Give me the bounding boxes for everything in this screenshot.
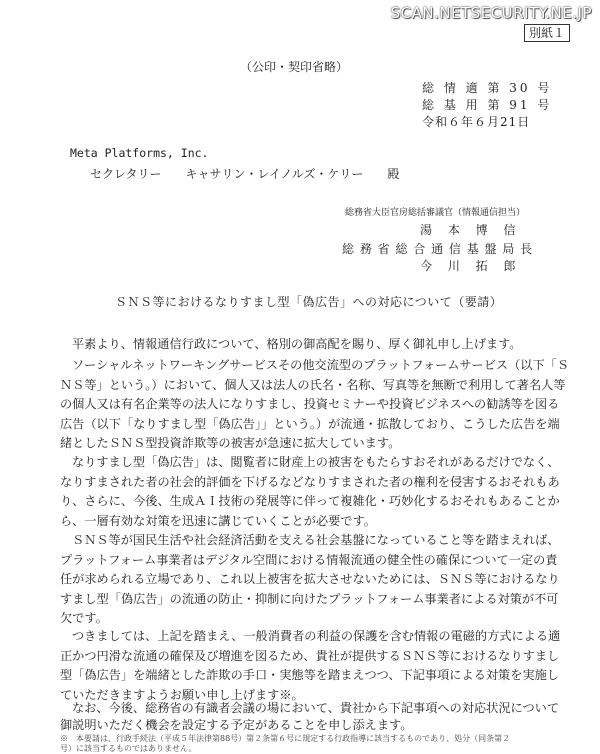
paragraph-line: プラットフォーム事業者はデジタル空間における情報流通の健全性の確保について一定の責	[60, 552, 558, 567]
sender-name-1: 湯 本 博 信	[420, 223, 522, 237]
sender-name-2: 今 川 拓 郎	[420, 259, 522, 273]
paragraph-line: ＳＮＳ等が国民生活や社会経済活動を支える社会基盤になっていること等を踏まえれば、	[72, 533, 560, 547]
paragraph-5	[60, 627, 560, 705]
paragraph-line: ら、一層有効な対策を迅速に講じていくことが必要です。	[60, 513, 376, 528]
paragraph-line: ＮＳ等」という。）において、個人又は法人の氏名・名称、写真等を無断で利用して著名人等	[60, 377, 566, 392]
paragraph-line: なりすまされた者の社会的評価を下げるなどなりすまされた者の権利を侵害するおそれもあ	[60, 474, 560, 489]
paragraph-6	[60, 700, 559, 734]
paragraph-line: り、さらに、今後、生成ＡＩ技術の発展等に伴って複雑化・巧妙化するおそれもあることか	[60, 494, 560, 508]
paragraph-line: すまし型「偽広告」の流通の防止・抑制に向けたプラットフォーム事業者による対策が不可	[60, 591, 559, 606]
sender-title-2: 総 務 省 総 合 通 信 基 盤 局 長	[342, 242, 534, 256]
paragraph-line: 御説明いただく機会を設定する予定があることを申し添えます。	[60, 718, 413, 732]
paragraph-3	[60, 453, 560, 531]
paragraph-line: 欠です。	[60, 611, 108, 625]
paragraph-line: 型「偽広告」を端緒とした詐欺の手口・実態等を踏まえつつ、下記事項による対策を実施し	[60, 668, 559, 682]
seal-omitted-note: （公印・契印省略）	[240, 60, 349, 74]
watermark-text: SCAN.NETSECURITY.NE.JP	[390, 4, 592, 22]
paragraph-line: 平素より、情報通信行政について、格別の御高配を賜り、厚く御礼申し上げます。	[72, 337, 522, 351]
document-title: ＳＮＳ等におけるなりすまし型「偽広告」への対応について（要請）	[115, 295, 503, 309]
document-number-1: 総 情 適 第 30 号	[422, 81, 553, 95]
paragraph-line: 任が求められる立場であり、これ以上被害を拡大させないためには、ＳＮＳ等におけるなり	[60, 572, 560, 586]
document-number-2: 総 基 用 第 91 号	[422, 98, 553, 112]
paragraph-line: ソーシャルネットワーキングサービスその他交流型のプラットフォームサービス（以下「Ｓ	[72, 358, 570, 372]
paragraph-line: つきましては、上記を踏まえ、一般消費者の利益の保護を含む情報の電磁的方式による適	[72, 629, 561, 643]
paragraph-4	[60, 531, 560, 629]
paragraph-line: の個人又は有名企業等の法人になりすまし、投資セミナーや投資ビジネスへの勧誘等を図る	[60, 397, 560, 411]
footnote	[60, 734, 510, 754]
paragraph-line: 広告（以下「なりすまし型「偽広告」」という。）が流通・拡散しており、こうした広告を端	[60, 416, 560, 431]
footnote-line: 号）に該当するものではありません。	[60, 744, 197, 753]
document-numbers	[422, 80, 552, 131]
footnote-line: ※ 本要請は、行政手続法（平成５年法律第88号）第２条第６号に規定する行政指導に該当するものであり、処分（同条第２	[60, 734, 511, 743]
paragraph-2	[60, 356, 569, 454]
paragraph-line: なりすまし型「偽広告」は、閲覧者に財産上の被害をもたらすおそれがあるだけでなく、	[72, 455, 560, 469]
paragraph-line: ていただきますようお願い申し上げます※。	[60, 687, 304, 702]
document-date: 令和６年６月21日	[422, 115, 531, 129]
paragraph-line: 正かつ円滑な流通の確保及び増進を図るため、貴社が提供するＳＮＳ等におけるなりすまし	[60, 648, 560, 663]
paragraph-1	[72, 335, 521, 355]
paragraph-line: なお、今後、総務省の有識者会議の場において、貴社から下記事項への対応状況について	[72, 701, 560, 715]
addressee-name: セクレタリー キャサリン・レイノルズ・ケリー 殿	[90, 167, 400, 181]
paragraph-line: 緒としたＳＮＳ型投資詐欺等の被害が急速に拡大しています。	[60, 436, 401, 450]
addressee-company: Meta Platforms, Inc.	[70, 146, 209, 160]
annex-label: 別紙１	[524, 24, 570, 42]
sender-title-1: 総務省大臣官房総括審議官（情報通信担当）	[345, 208, 526, 218]
